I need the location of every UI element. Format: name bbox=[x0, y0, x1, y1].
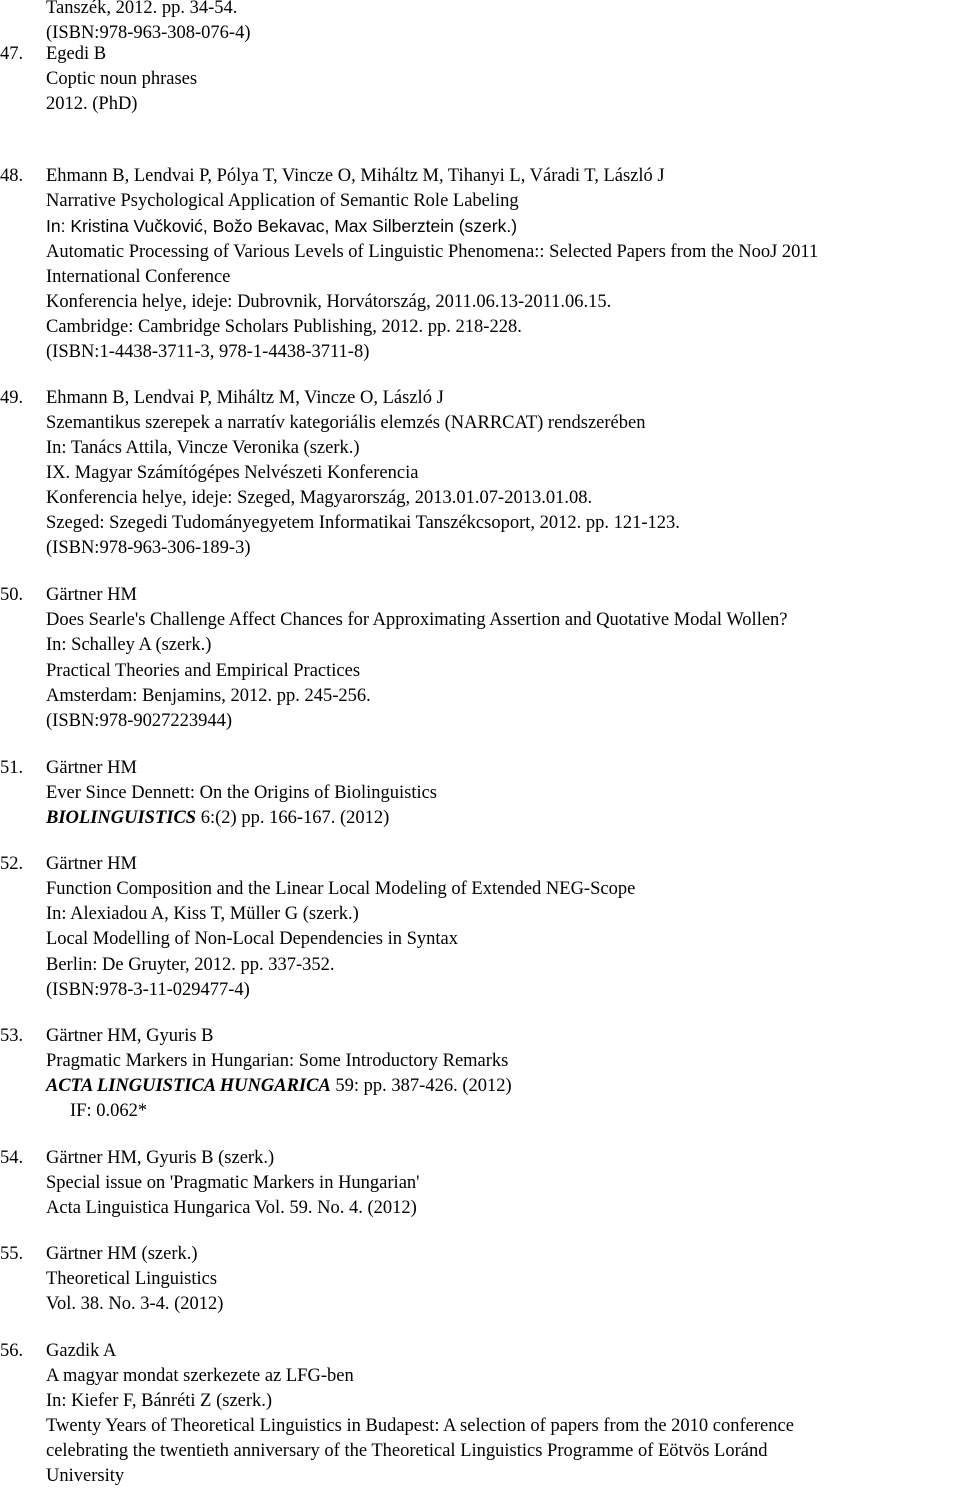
entry-book-title: Automatic Processing of Various Levels of Linguistic Phenomena:: Selected Papers from the NooJ 2011 bbox=[46, 242, 819, 262]
entry-editors: In: Tanács Attila, Vincze Veronika (szerk.) bbox=[46, 438, 360, 458]
entry-conference: Konferencia helye, ideje: Dubrovnik, Horvátország, 2011.06.13-2011.06.15. bbox=[46, 292, 612, 312]
entry-publisher: Berlin: De Gruyter, 2012. pp. 337-352. bbox=[46, 955, 335, 975]
entry-title: Ever Since Dennett: On the Origins of Biolinguistics bbox=[46, 783, 438, 803]
entry-isbn: (ISBN:1-4438-3711-3, 978-1-4438-3711-8) bbox=[46, 342, 370, 362]
entry-journal-line bbox=[46, 1074, 512, 1099]
entry-title: Does Searle's Challenge Affect Chances for Approximating Assertion and Quotative Modal Wollen? bbox=[46, 610, 788, 630]
entry-authors: Ehmann B, Lendvai P, Pólya T, Vincze O, Miháltz M, Tihanyi L, Váradi T, László J bbox=[46, 166, 665, 186]
entry-authors: Gärtner HM, Gyuris B bbox=[46, 1026, 214, 1046]
entry-book-title-cont: celebrating the twentieth anniversary of the Theoretical Linguistics Programme of Eötvös Loránd bbox=[46, 1441, 768, 1461]
entry-authors: Gärtner HM (szerk.) bbox=[46, 1244, 198, 1264]
entry-volume: Vol. 38. No. 3-4. (2012) bbox=[46, 1294, 224, 1314]
entry-book-title: Local Modelling of Non-Local Dependencies in Syntax bbox=[46, 929, 459, 949]
entry-year: 2012. (PhD) bbox=[46, 94, 138, 114]
entry-number: 56. bbox=[0, 1341, 24, 1361]
entry-title: Narrative Psychological Application of Semantic Role Labeling bbox=[46, 191, 519, 211]
entry-isbn: (ISBN:978-3-11-029477-4) bbox=[46, 980, 250, 1000]
journal-details: 59: pp. 387-426. (2012) bbox=[330, 1076, 512, 1096]
entry-authors: Gazdik A bbox=[46, 1341, 117, 1361]
entry-book-title-cont: International Conference bbox=[46, 267, 231, 287]
entry-number: 51. bbox=[0, 758, 24, 778]
entry-book-title-cont: University bbox=[46, 1466, 125, 1486]
entry-isbn: (ISBN:978-9027223944) bbox=[46, 711, 233, 731]
entry-publisher: Amsterdam: Benjamins, 2012. pp. 245-256. bbox=[46, 686, 371, 706]
entry-editors: In: Kiefer F, Bánréti Z (szerk.) bbox=[46, 1391, 273, 1411]
entry-book-title: Practical Theories and Empirical Practices bbox=[46, 661, 361, 681]
entry-authors: Gärtner HM bbox=[46, 758, 137, 778]
entry-authors: Gärtner HM bbox=[46, 585, 137, 605]
entry-editors: In: Schalley A (szerk.) bbox=[46, 635, 212, 655]
journal-details: 6:(2) pp. 166-167. (2012) bbox=[196, 808, 390, 828]
entry-number: 53. bbox=[0, 1026, 24, 1046]
entry-number: 52. bbox=[0, 854, 24, 874]
entry-title: Special issue on 'Pragmatic Markers in Hungarian' bbox=[46, 1173, 420, 1193]
prev-entry-pages: Tanszék, 2012. pp. 34-54. bbox=[46, 0, 238, 18]
entry-title: Coptic noun phrases bbox=[46, 69, 198, 89]
entry-authors: Egedi B bbox=[46, 44, 107, 64]
entry-title: A magyar mondat szerkezete az LFG-ben bbox=[46, 1366, 354, 1386]
journal-name: ACTA LINGUISTICA HUNGARICA bbox=[46, 1076, 331, 1096]
entry-title: Pragmatic Markers in Hungarian: Some Introductory Remarks bbox=[46, 1051, 509, 1071]
entry-book-title: Twenty Years of Theoretical Linguistics in Budapest: A selection of papers from the 2010 conference bbox=[46, 1416, 794, 1436]
entry-authors: Gärtner HM bbox=[46, 854, 137, 874]
entry-journal-line bbox=[46, 806, 389, 831]
entry-number: 49. bbox=[0, 388, 24, 408]
entry-number: 54. bbox=[0, 1148, 24, 1168]
entry-title: Theoretical Linguistics bbox=[46, 1269, 218, 1289]
entry-publisher: Cambridge: Cambridge Scholars Publishing, 2012. pp. 218-228. bbox=[46, 317, 522, 337]
entry-number: 48. bbox=[0, 166, 24, 186]
entry-editors: In: Kristina Vučković, Božo Bekavac, Max Silberztein (szerk.) bbox=[46, 216, 518, 236]
entry-authors: Ehmann B, Lendvai P, Miháltz M, Vincze O, László J bbox=[46, 388, 444, 408]
entry-authors: Gärtner HM, Gyuris B (szerk.) bbox=[46, 1148, 275, 1168]
journal-name: BIOLINGUISTICS bbox=[46, 808, 197, 828]
entry-publisher: Szeged: Szegedi Tudományegyetem Informatikai Tanszékcsoport, 2012. pp. 121-123. bbox=[46, 513, 680, 533]
entry-number: 47. bbox=[0, 44, 24, 64]
entry-number: 55. bbox=[0, 1244, 24, 1264]
entry-title: Szemantikus szerepek a narratív kategoriális elemzés (NARRCAT) rendszerében bbox=[46, 413, 646, 433]
entry-editors: In: Alexiadou A, Kiss T, Müller G (szerk.) bbox=[46, 904, 359, 924]
entry-journal: Acta Linguistica Hungarica Vol. 59. No. 4. (2012) bbox=[46, 1198, 417, 1218]
entry-isbn: (ISBN:978-963-306-189-3) bbox=[46, 538, 251, 558]
entry-title: Function Composition and the Linear Local Modeling of Extended NEG-Scope bbox=[46, 879, 636, 899]
prev-entry-isbn: (ISBN:978-963-308-076-4) bbox=[46, 23, 251, 43]
entry-book-title: IX. Magyar Számítógépes Nelvészeti Konferencia bbox=[46, 463, 419, 483]
entry-conference: Konferencia helye, ideje: Szeged, Magyarország, 2013.01.07-2013.01.08. bbox=[46, 488, 593, 508]
entry-number: 50. bbox=[0, 585, 24, 605]
impact-factor: IF: 0.062* bbox=[70, 1101, 148, 1121]
